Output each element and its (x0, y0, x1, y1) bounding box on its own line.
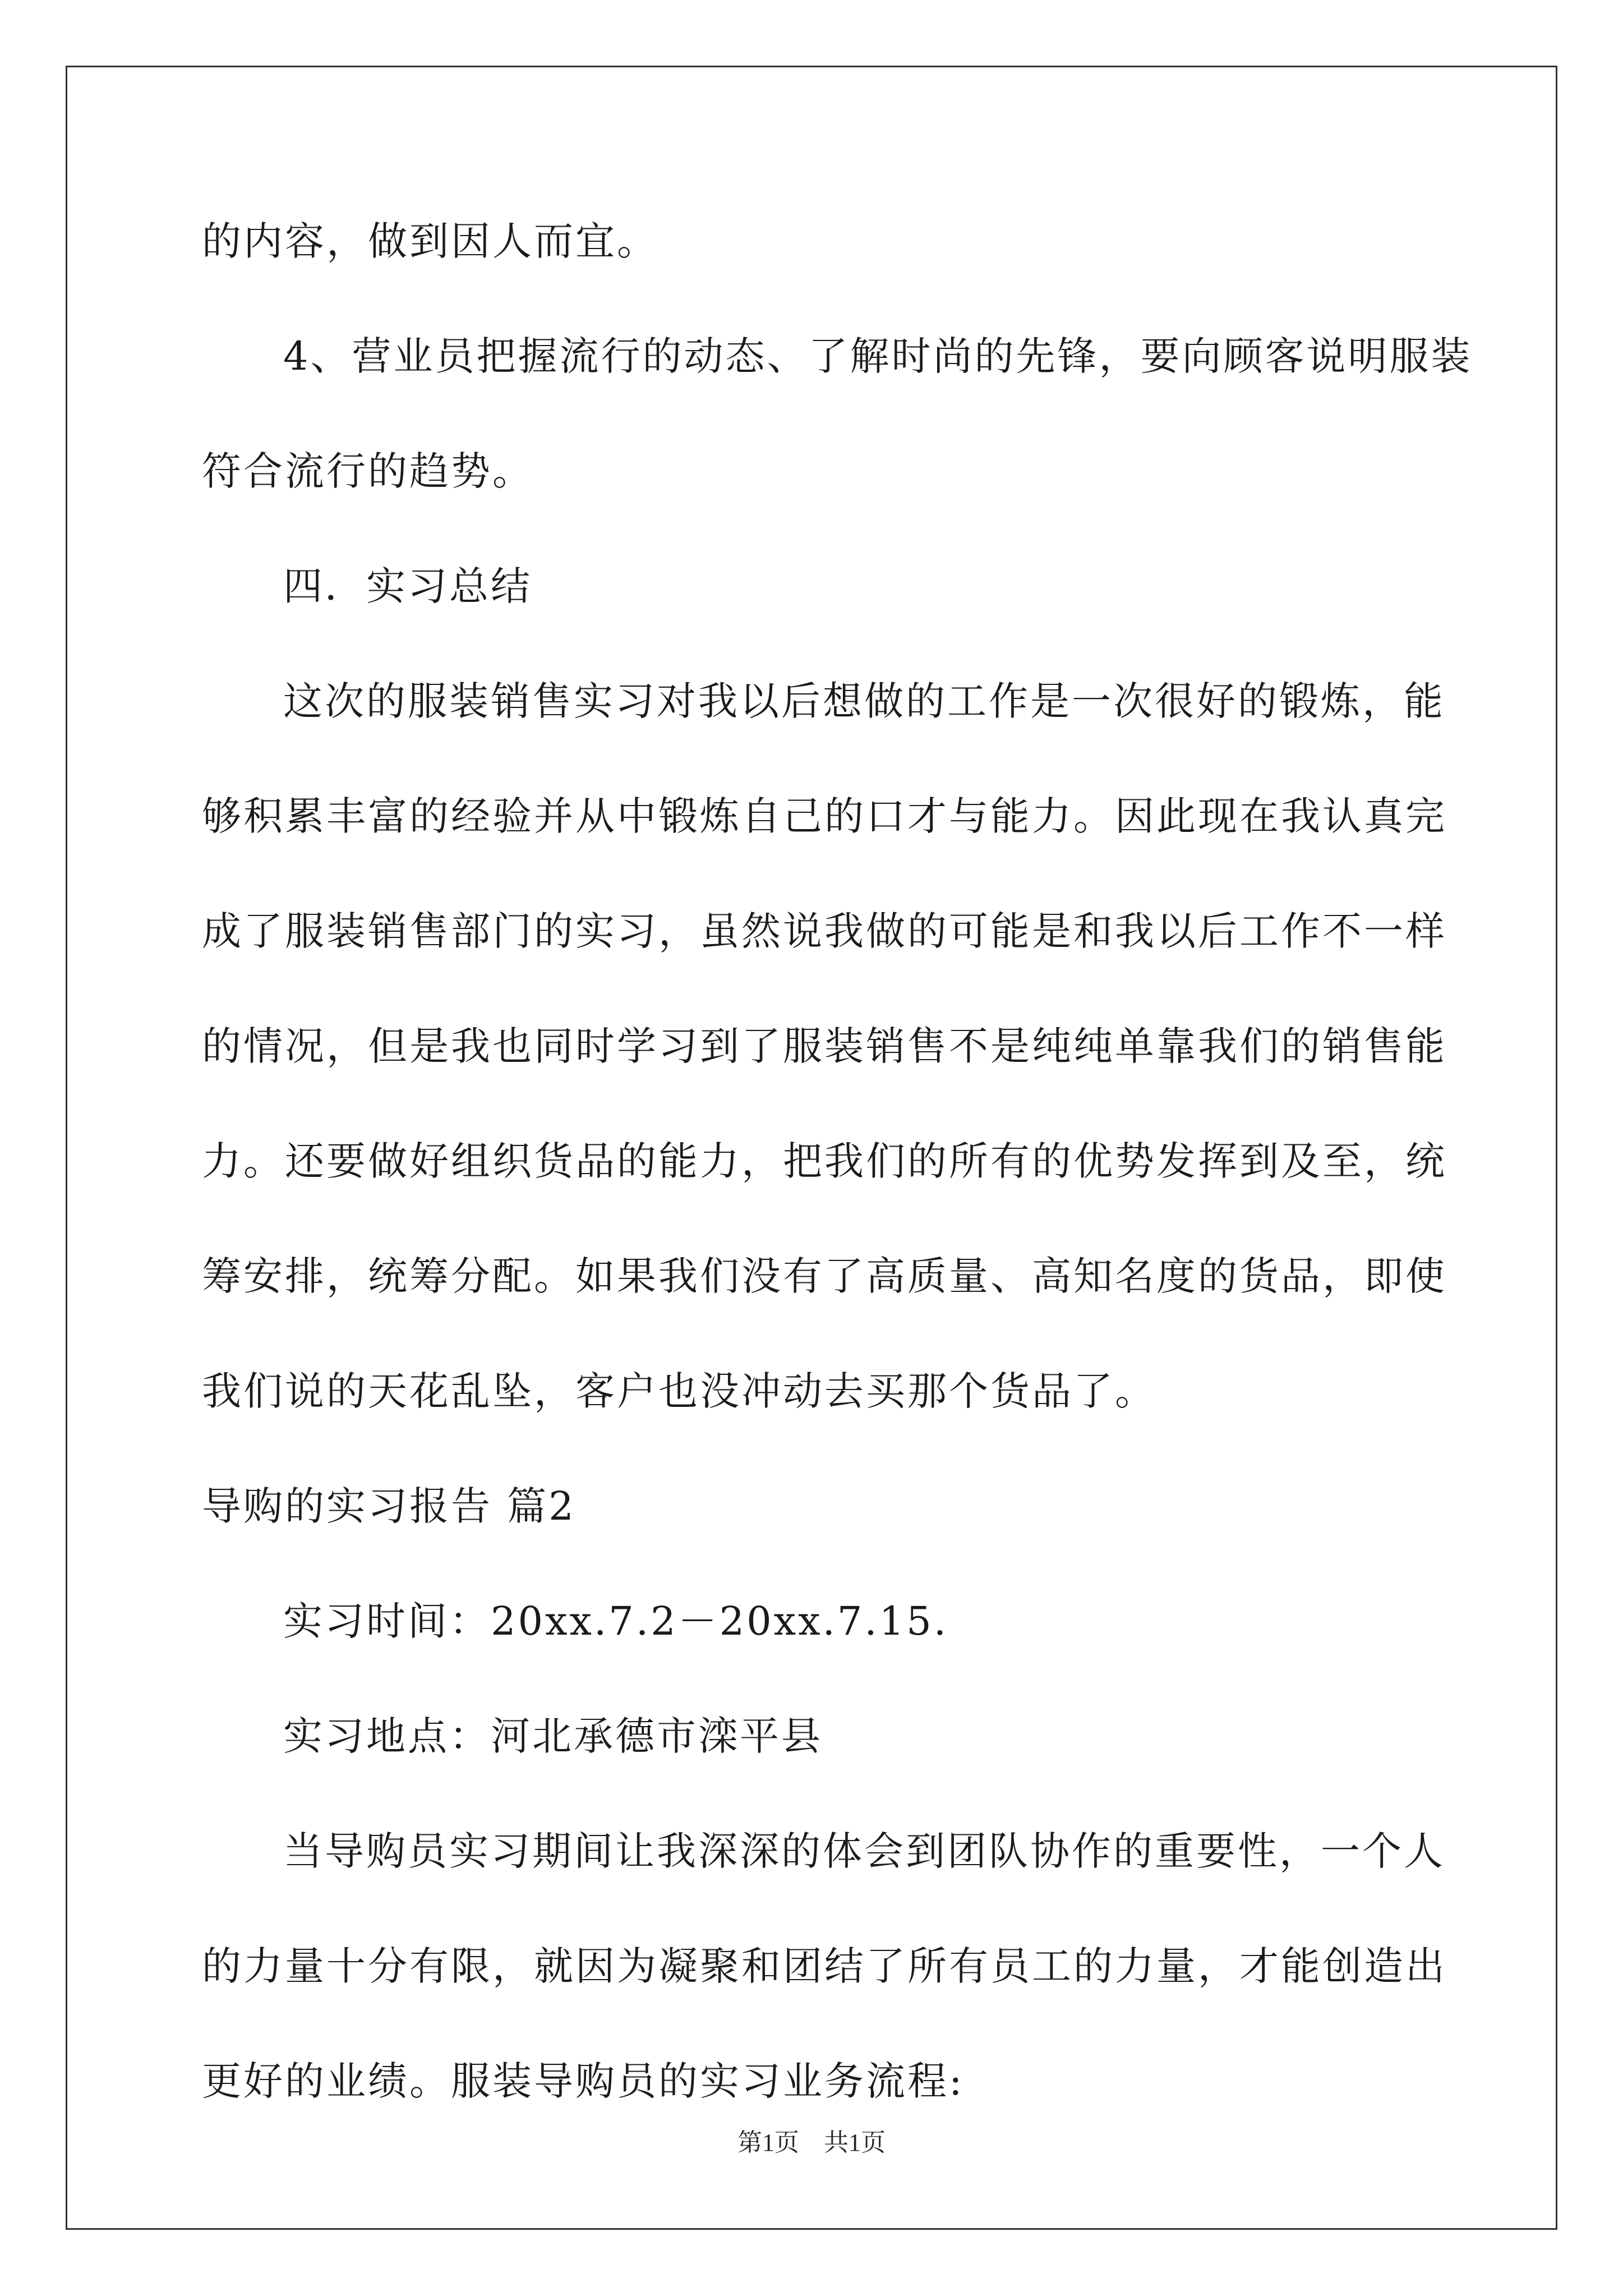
text-line: 的内容，做到因人而宜。 (202, 218, 658, 264)
paragraph-line: 力。还要做好组织货品的能力，把我们的所有的优势发挥到及至，统 (202, 1138, 1447, 1184)
paragraph-line: 筹安排，统筹分配。如果我们没有了高质量、高知名度的货品，即使 (202, 1253, 1447, 1299)
paragraph-line: 更好的业绩。服装导购员的实习业务流程: (202, 2058, 965, 2104)
text-line: 符合流行的趋势。 (202, 448, 534, 494)
paragraph-line: 我们说的天花乱坠，客户也没冲动去买那个货品了。 (202, 1368, 1156, 1414)
article-title: 导购的实习报告 篇2 (202, 1483, 576, 1529)
paragraph-line: 够积累丰富的经验并从中锻炼自己的口才与能力。因此现在我认真完 (202, 793, 1447, 839)
page-footer: 第1页 共1页 (737, 2129, 886, 2156)
paragraph-line: 的情况，但是我也同时学习到了服装销售不是纯纯单靠我们的销售能 (202, 1023, 1447, 1069)
paragraph-line: 当导购员实习期间让我深深的体会到团队协作的重要性，一个人 (283, 1828, 1445, 1874)
internship-time: 实习时间：20xx.7.2－20xx.7.15. (283, 1598, 948, 1644)
section-heading: 四．实习总结 (283, 563, 532, 609)
list-item-4: 4、营业员把握流行的动态、了解时尚的先锋，要向顾客说明服装 (283, 333, 1473, 379)
paragraph-line: 的力量十分有限，就因为凝聚和团结了所有员工的力量，才能创造出 (202, 1943, 1447, 1989)
internship-location: 实习地点：河北承德市滦平县 (283, 1713, 823, 1759)
paragraph-line: 这次的服装销售实习对我以后想做的工作是一次很好的锻炼，能 (283, 678, 1445, 724)
paragraph-line: 成了服装销售部门的实习，虽然说我做的可能是和我以后工作不一样 (202, 908, 1447, 954)
